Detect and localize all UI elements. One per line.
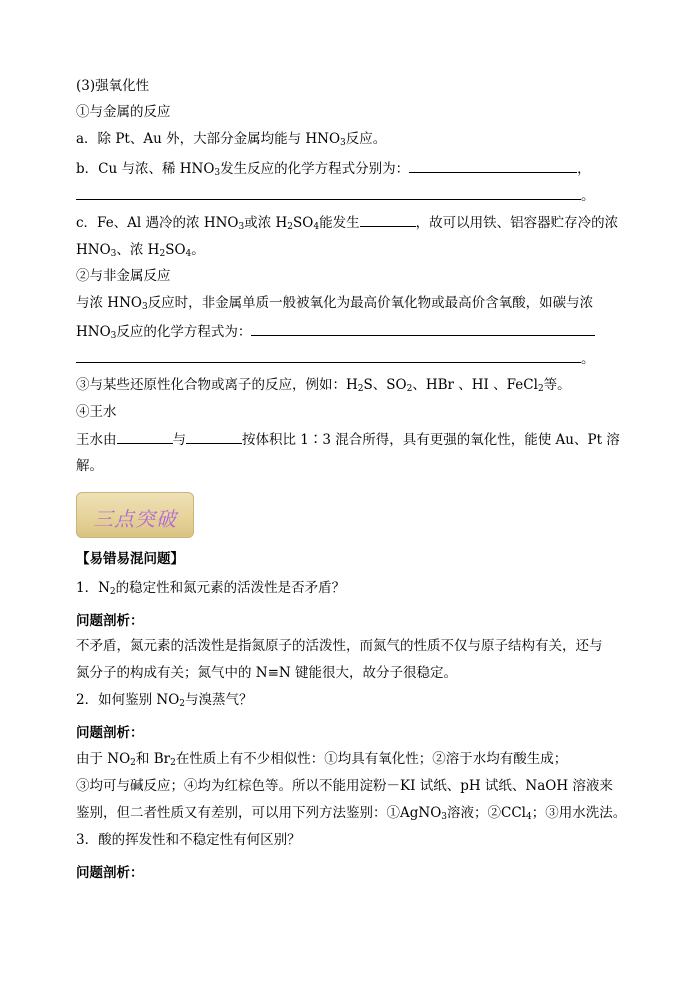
nonmetal-equation: $HNO_3$反应的化学方程式为： <box>76 321 595 342</box>
question-2: 2．如何鉴别 $NO_2$与溴蒸气？ <box>76 692 253 709</box>
section-banner: 三点突破 <box>76 492 194 538</box>
answer-blank[interactable] <box>117 429 173 444</box>
aqua-regia-text: 王水由 与 按体积比 1∶3 混合所得，具有更强的氧化性，能使 Au、Pt 溶 <box>76 429 620 450</box>
subsection-heading: ②与非金属反应 <box>76 268 171 284</box>
answer-blank[interactable] <box>360 212 416 227</box>
answer-2-line-1: 由于 $NO_2$和 $Br_2$在性质上有不少相似性：①均具有氧化性；②溶于水均有酸生成； <box>76 751 568 768</box>
answer-1-line-2: 氮分子的构成有关；氮气中的 N≡N 键能很大，故分子很稳定。 <box>76 665 458 681</box>
section-title: (3)强氧化性 <box>76 78 150 94</box>
answer-blank[interactable] <box>409 158 577 173</box>
section-heading: 【易错易混问题】 <box>76 551 184 567</box>
answer-2-line-3: 鉴别，但二者性质又有差别，可以用下列方法鉴别：①AgNO$_3$溶液；②CCl$_4$；③用水洗法。 <box>76 805 627 822</box>
item-c: c．Fe、Al 遇冷的浓 $HNO_3$或浓 $H_2SO_4$能发生 ，故可以用铁、铝容器贮存冷的浓 <box>76 212 618 233</box>
aqua-regia-continued: 解。 <box>76 458 103 474</box>
subsection-heading: ④王水 <box>76 404 117 420</box>
answer-blank[interactable] <box>76 185 581 200</box>
item-a: a．除 Pt、Au 外，大部分金属均能与 $HNO_3$反应。 <box>76 131 387 148</box>
item-c-continued: $HNO_3$、浓 $H_2SO_4$。 <box>76 242 205 259</box>
analysis-label: 问题剖析： <box>76 613 144 629</box>
analysis-label: 问题剖析： <box>76 725 144 741</box>
subsection-heading: ①与金属的反应 <box>76 104 171 120</box>
nonmetal-continued: 。 <box>76 348 595 369</box>
answer-2-line-2: ③均可与碱反应；④均为红棕色等。所以不能用淀粉－KI 试纸、pH 试纸、NaOH 溶液来 <box>76 778 613 794</box>
item-b: b．Cu 与浓、稀 $HNO_3$发生反应的化学方程式分别为： ， <box>76 158 591 179</box>
item-b-continued: 。 <box>76 185 595 206</box>
question-1: 1．$N_2$的稳定性和氮元素的活泼性是否矛盾？ <box>76 580 346 597</box>
reducing-reaction: ③与某些还原性化合物或离子的反应，例如：$H_2S$、$SO_2$、HBr 、HI 、FeCl$_2$等。 <box>76 377 571 394</box>
answer-blank[interactable] <box>76 348 581 363</box>
nonmetal-text: 与浓 $HNO_3$反应时，非金属单质一般被氧化为最高价氧化物或最高价含氧酸，如碳与浓 <box>76 295 594 312</box>
question-3: 3．酸的挥发性和不稳定性有何区别？ <box>76 832 301 848</box>
answer-blank[interactable] <box>251 321 595 336</box>
answer-blank[interactable] <box>186 429 242 444</box>
answer-1-line-1: 不矛盾，氮元素的活泼性是指氮原子的活泼性，而氮气的性质不仅与原子结构有关，还与 <box>76 638 603 654</box>
analysis-label: 问题剖析： <box>76 865 144 881</box>
